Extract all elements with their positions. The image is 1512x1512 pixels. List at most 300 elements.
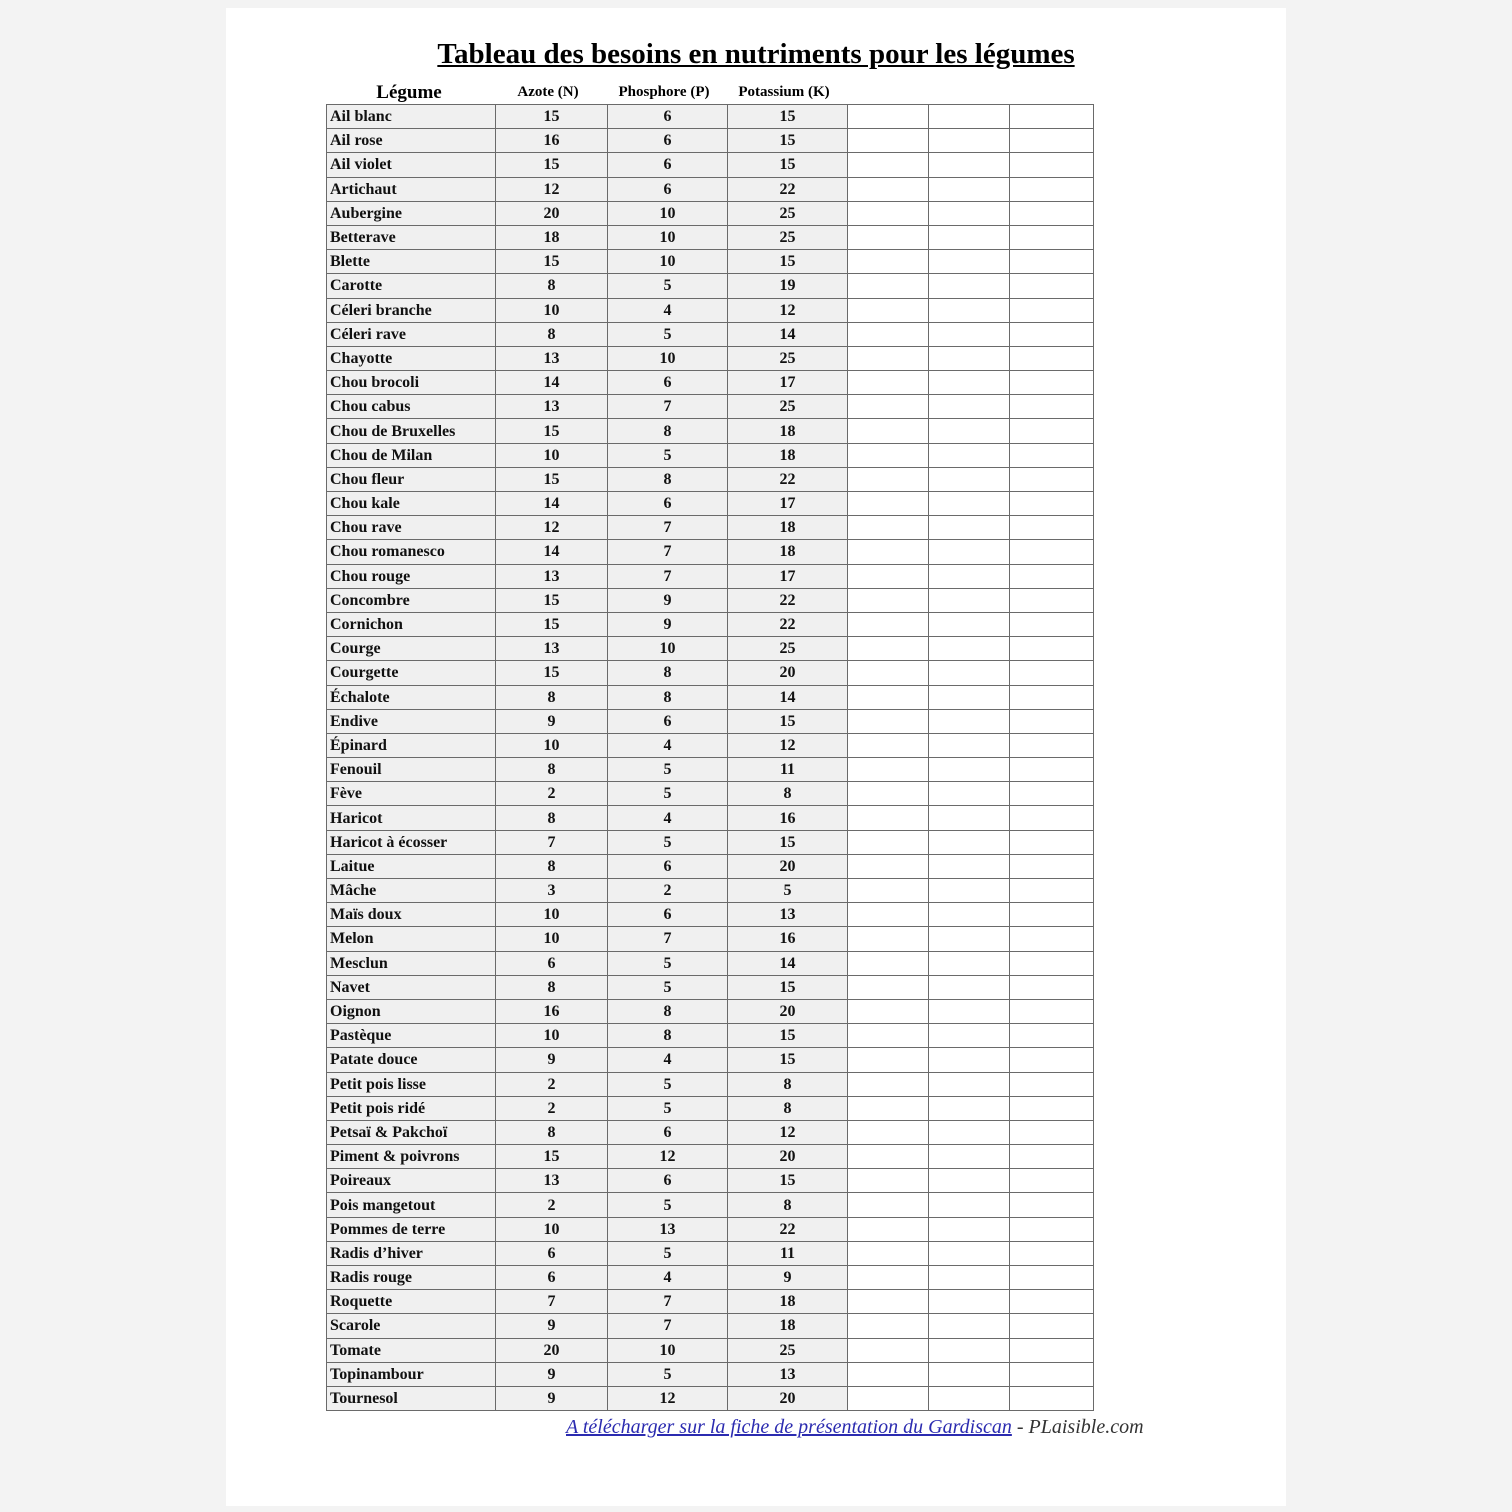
cell-azote: 8 (496, 975, 608, 999)
cell-empty (929, 879, 1010, 903)
table-row (327, 1386, 1094, 1410)
cell-empty (848, 467, 929, 491)
cell-potassium: 15 (728, 1024, 848, 1048)
cell-azote: 18 (496, 225, 608, 249)
cell-potassium: 15 (728, 1169, 848, 1193)
table-row (327, 225, 1094, 249)
cell-empty (848, 927, 929, 951)
table-row (327, 1169, 1094, 1193)
cell-empty (1010, 129, 1094, 153)
cell-legume: Mâche (327, 879, 496, 903)
cell-azote: 16 (496, 999, 608, 1023)
cell-empty (1010, 540, 1094, 564)
cell-legume: Mesclun (327, 951, 496, 975)
cell-azote: 13 (496, 637, 608, 661)
cell-potassium: 20 (728, 999, 848, 1023)
cell-potassium: 25 (728, 637, 848, 661)
cell-empty (929, 1362, 1010, 1386)
cell-empty (848, 1096, 929, 1120)
footer-separator: - (1011, 1416, 1029, 1438)
cell-empty (1010, 588, 1094, 612)
cell-empty (848, 153, 929, 177)
cell-empty (1010, 1217, 1094, 1241)
footer (566, 1416, 1144, 1439)
cell-azote: 14 (496, 540, 608, 564)
cell-azote: 8 (496, 685, 608, 709)
cell-empty (848, 540, 929, 564)
cell-empty (929, 250, 1010, 274)
table-row (327, 1072, 1094, 1096)
cell-legume: Chou brocoli (327, 371, 496, 395)
cell-empty (929, 201, 1010, 225)
cell-phosphore: 10 (608, 250, 728, 274)
cell-azote: 6 (496, 1241, 608, 1265)
cell-azote: 15 (496, 588, 608, 612)
table-row (327, 443, 1094, 467)
cell-legume: Céleri branche (327, 298, 496, 322)
cell-potassium: 18 (728, 443, 848, 467)
cell-azote: 8 (496, 854, 608, 878)
cell-empty (1010, 903, 1094, 927)
cell-potassium: 14 (728, 685, 848, 709)
cell-potassium: 8 (728, 1072, 848, 1096)
cell-potassium: 15 (728, 1048, 848, 1072)
cell-potassium: 18 (728, 516, 848, 540)
cell-potassium: 16 (728, 927, 848, 951)
cell-empty (1010, 1024, 1094, 1048)
cell-empty (1010, 1048, 1094, 1072)
cell-empty (848, 999, 929, 1023)
cell-phosphore: 4 (608, 298, 728, 322)
cell-azote: 15 (496, 661, 608, 685)
cell-azote: 14 (496, 371, 608, 395)
cell-empty (929, 346, 1010, 370)
cell-empty (848, 274, 929, 298)
table-row (327, 322, 1094, 346)
cell-potassium: 20 (728, 1386, 848, 1410)
cell-legume: Chou rave (327, 516, 496, 540)
table-row (327, 709, 1094, 733)
cell-potassium: 18 (728, 540, 848, 564)
cell-empty (1010, 492, 1094, 516)
cell-phosphore: 5 (608, 322, 728, 346)
cell-phosphore: 5 (608, 1096, 728, 1120)
cell-phosphore: 5 (608, 443, 728, 467)
cell-potassium: 18 (728, 419, 848, 443)
cell-empty (848, 419, 929, 443)
table-row (327, 419, 1094, 443)
table-row (327, 830, 1094, 854)
table-row (327, 177, 1094, 201)
cell-empty (848, 564, 929, 588)
cell-potassium: 14 (728, 951, 848, 975)
cell-phosphore: 7 (608, 927, 728, 951)
cell-empty (1010, 346, 1094, 370)
cell-empty (848, 951, 929, 975)
cell-empty (929, 1266, 1010, 1290)
cell-empty (848, 1266, 929, 1290)
cell-empty (929, 322, 1010, 346)
cell-azote: 9 (496, 1314, 608, 1338)
cell-empty (1010, 806, 1094, 830)
cell-phosphore: 6 (608, 854, 728, 878)
table-row (327, 733, 1094, 757)
cell-empty (929, 1145, 1010, 1169)
cell-empty (1010, 1145, 1094, 1169)
cell-azote: 20 (496, 201, 608, 225)
cell-empty (1010, 467, 1094, 491)
cell-azote: 10 (496, 927, 608, 951)
cell-legume: Pois mangetout (327, 1193, 496, 1217)
cell-phosphore: 5 (608, 758, 728, 782)
cell-legume: Laitue (327, 854, 496, 878)
cell-phosphore: 10 (608, 225, 728, 249)
cell-empty (929, 975, 1010, 999)
cell-phosphore: 5 (608, 951, 728, 975)
cell-potassium: 16 (728, 806, 848, 830)
cell-empty (1010, 153, 1094, 177)
table-row (327, 1193, 1094, 1217)
cell-potassium: 22 (728, 612, 848, 636)
cell-potassium: 19 (728, 274, 848, 298)
cell-azote: 2 (496, 1193, 608, 1217)
cell-legume: Carotte (327, 274, 496, 298)
cell-legume: Échalote (327, 685, 496, 709)
cell-legume: Chou cabus (327, 395, 496, 419)
cell-empty (929, 612, 1010, 636)
cell-legume: Radis d’hiver (327, 1241, 496, 1265)
download-link[interactable]: A télécharger sur la fiche de présentation du Gardiscan (566, 1416, 1012, 1438)
cell-empty (848, 516, 929, 540)
cell-empty (929, 1241, 1010, 1265)
cell-legume: Oignon (327, 999, 496, 1023)
cell-azote: 13 (496, 346, 608, 370)
table-row (327, 1290, 1094, 1314)
cell-phosphore: 6 (608, 1120, 728, 1144)
cell-empty (848, 1338, 929, 1362)
cell-azote: 13 (496, 564, 608, 588)
table-row (327, 564, 1094, 588)
cell-empty (1010, 927, 1094, 951)
table-row (327, 806, 1094, 830)
cell-phosphore: 8 (608, 685, 728, 709)
table-row (327, 1314, 1094, 1338)
cell-legume: Petit pois lisse (327, 1072, 496, 1096)
table-row (327, 612, 1094, 636)
cell-legume: Navet (327, 975, 496, 999)
cell-empty (929, 830, 1010, 854)
cell-azote: 10 (496, 733, 608, 757)
table-row (327, 346, 1094, 370)
table-row (327, 999, 1094, 1023)
cell-empty (848, 105, 929, 129)
cell-empty (929, 177, 1010, 201)
cell-empty (929, 540, 1010, 564)
cell-empty (929, 637, 1010, 661)
cell-empty (929, 1338, 1010, 1362)
cell-azote: 13 (496, 395, 608, 419)
cell-phosphore: 6 (608, 903, 728, 927)
cell-potassium: 9 (728, 1266, 848, 1290)
cell-legume: Cornichon (327, 612, 496, 636)
cell-potassium: 15 (728, 129, 848, 153)
cell-azote: 8 (496, 758, 608, 782)
cell-empty (848, 1193, 929, 1217)
cell-potassium: 12 (728, 733, 848, 757)
cell-empty (929, 129, 1010, 153)
cell-empty (1010, 854, 1094, 878)
cell-empty (848, 225, 929, 249)
cell-phosphore: 4 (608, 1048, 728, 1072)
cell-potassium: 12 (728, 298, 848, 322)
cell-empty (929, 1072, 1010, 1096)
cell-potassium: 17 (728, 564, 848, 588)
cell-empty (1010, 201, 1094, 225)
table-row (327, 395, 1094, 419)
cell-empty (848, 806, 929, 830)
cell-potassium: 22 (728, 467, 848, 491)
cell-legume: Endive (327, 709, 496, 733)
table-row (327, 588, 1094, 612)
cell-legume: Blette (327, 250, 496, 274)
cell-phosphore: 12 (608, 1145, 728, 1169)
cell-legume: Haricot (327, 806, 496, 830)
table-row (327, 1266, 1094, 1290)
cell-legume: Fève (327, 782, 496, 806)
table-row (327, 1048, 1094, 1072)
cell-potassium: 13 (728, 1362, 848, 1386)
cell-empty (1010, 395, 1094, 419)
cell-potassium: 15 (728, 153, 848, 177)
cell-empty (929, 709, 1010, 733)
cell-azote: 8 (496, 806, 608, 830)
cell-empty (1010, 105, 1094, 129)
cell-phosphore: 13 (608, 1217, 728, 1241)
cell-empty (929, 903, 1010, 927)
cell-legume: Chou rouge (327, 564, 496, 588)
cell-empty (929, 854, 1010, 878)
cell-potassium: 17 (728, 492, 848, 516)
table-row (327, 540, 1094, 564)
cell-empty (929, 419, 1010, 443)
cell-azote: 8 (496, 322, 608, 346)
cell-azote: 14 (496, 492, 608, 516)
cell-empty (929, 225, 1010, 249)
cell-empty (929, 564, 1010, 588)
cell-empty (1010, 685, 1094, 709)
cell-azote: 7 (496, 830, 608, 854)
cell-phosphore: 4 (608, 806, 728, 830)
cell-empty (848, 395, 929, 419)
cell-azote: 8 (496, 274, 608, 298)
cell-empty (1010, 1362, 1094, 1386)
cell-empty (929, 1024, 1010, 1048)
cell-empty (1010, 830, 1094, 854)
cell-legume: Melon (327, 927, 496, 951)
cell-empty (1010, 1193, 1094, 1217)
cell-azote: 10 (496, 1024, 608, 1048)
table-row (327, 250, 1094, 274)
cell-empty (848, 903, 929, 927)
table-row (327, 903, 1094, 927)
cell-empty (848, 709, 929, 733)
cell-empty (848, 1290, 929, 1314)
cell-empty (848, 201, 929, 225)
cell-legume: Fenouil (327, 758, 496, 782)
footer-site: PLaisible.com (1028, 1416, 1144, 1438)
table-row (327, 951, 1094, 975)
cell-legume: Petsaï & Pakchoï (327, 1120, 496, 1144)
cell-legume: Chou kale (327, 492, 496, 516)
cell-azote: 10 (496, 1217, 608, 1241)
cell-empty (848, 1024, 929, 1048)
cell-azote: 6 (496, 951, 608, 975)
cell-azote: 9 (496, 1386, 608, 1410)
cell-legume: Ail violet (327, 153, 496, 177)
cell-empty (848, 854, 929, 878)
cell-legume: Piment & poivrons (327, 1145, 496, 1169)
cell-empty (929, 274, 1010, 298)
cell-legume: Chou romanesco (327, 540, 496, 564)
cell-empty (1010, 419, 1094, 443)
cell-empty (929, 782, 1010, 806)
cell-empty (848, 1386, 929, 1410)
cell-potassium: 25 (728, 395, 848, 419)
cell-empty (848, 975, 929, 999)
cell-legume: Chou de Bruxelles (327, 419, 496, 443)
cell-empty (929, 588, 1010, 612)
cell-legume: Ail blanc (327, 105, 496, 129)
cell-phosphore: 5 (608, 274, 728, 298)
cell-phosphore: 8 (608, 661, 728, 685)
cell-phosphore: 10 (608, 1338, 728, 1362)
table-row (327, 661, 1094, 685)
cell-phosphore: 7 (608, 1314, 728, 1338)
cell-legume: Petit pois ridé (327, 1096, 496, 1120)
cell-empty (848, 177, 929, 201)
cell-phosphore: 7 (608, 1290, 728, 1314)
cell-phosphore: 8 (608, 999, 728, 1023)
cell-empty (1010, 999, 1094, 1023)
cell-empty (848, 1072, 929, 1096)
cell-empty (1010, 1338, 1094, 1362)
cell-phosphore: 6 (608, 177, 728, 201)
cell-potassium: 12 (728, 1120, 848, 1144)
cell-empty (848, 346, 929, 370)
cell-phosphore: 7 (608, 395, 728, 419)
table-row (327, 1096, 1094, 1120)
cell-azote: 12 (496, 177, 608, 201)
cell-legume: Poireaux (327, 1169, 496, 1193)
table-row (327, 1338, 1094, 1362)
cell-empty (848, 1145, 929, 1169)
cell-legume: Betterave (327, 225, 496, 249)
cell-empty (848, 612, 929, 636)
cell-potassium: 22 (728, 588, 848, 612)
cell-legume: Pastèque (327, 1024, 496, 1048)
cell-phosphore: 2 (608, 879, 728, 903)
cell-potassium: 20 (728, 661, 848, 685)
cell-phosphore: 6 (608, 153, 728, 177)
cell-legume: Aubergine (327, 201, 496, 225)
cell-phosphore: 7 (608, 564, 728, 588)
cell-empty (929, 492, 1010, 516)
cell-potassium: 13 (728, 903, 848, 927)
cell-empty (848, 1048, 929, 1072)
cell-empty (929, 516, 1010, 540)
cell-phosphore: 5 (608, 782, 728, 806)
cell-potassium: 15 (728, 709, 848, 733)
cell-phosphore: 7 (608, 516, 728, 540)
table-row (327, 637, 1094, 661)
cell-legume: Haricot à écosser (327, 830, 496, 854)
table-row (327, 492, 1094, 516)
cell-azote: 9 (496, 1362, 608, 1386)
cell-empty (848, 1362, 929, 1386)
cell-empty (1010, 733, 1094, 757)
cell-empty (929, 999, 1010, 1023)
cell-empty (1010, 1386, 1094, 1410)
cell-empty (929, 927, 1010, 951)
cell-empty (848, 1314, 929, 1338)
cell-empty (1010, 371, 1094, 395)
cell-legume: Concombre (327, 588, 496, 612)
cell-empty (1010, 1120, 1094, 1144)
cell-empty (848, 492, 929, 516)
cell-phosphore: 5 (608, 975, 728, 999)
table-row (327, 298, 1094, 322)
cell-potassium: 8 (728, 782, 848, 806)
table-row (327, 758, 1094, 782)
cell-empty (929, 1169, 1010, 1193)
cell-empty (1010, 612, 1094, 636)
cell-empty (929, 1217, 1010, 1241)
cell-phosphore: 5 (608, 1362, 728, 1386)
cell-empty (1010, 661, 1094, 685)
cell-legume: Radis rouge (327, 1266, 496, 1290)
cell-empty (929, 758, 1010, 782)
cell-empty (929, 733, 1010, 757)
cell-empty (1010, 951, 1094, 975)
table-row (327, 371, 1094, 395)
table-row (327, 975, 1094, 999)
cell-legume: Chayotte (327, 346, 496, 370)
cell-empty (929, 443, 1010, 467)
cell-empty (1010, 274, 1094, 298)
table-row (327, 1024, 1094, 1048)
cell-potassium: 25 (728, 225, 848, 249)
cell-azote: 15 (496, 153, 608, 177)
cell-empty (848, 782, 929, 806)
cell-potassium: 22 (728, 177, 848, 201)
cell-azote: 15 (496, 419, 608, 443)
cell-empty (848, 637, 929, 661)
cell-azote: 3 (496, 879, 608, 903)
table-row (327, 201, 1094, 225)
cell-empty (929, 951, 1010, 975)
cell-empty (1010, 1072, 1094, 1096)
cell-empty (848, 250, 929, 274)
header-potassium: Potassium (K) (738, 84, 830, 100)
cell-azote: 10 (496, 298, 608, 322)
header-phosphore: Phosphore (P) (618, 84, 710, 100)
cell-phosphore: 6 (608, 371, 728, 395)
cell-legume: Maïs doux (327, 903, 496, 927)
cell-empty (929, 153, 1010, 177)
cell-empty (929, 467, 1010, 491)
cell-empty (1010, 1314, 1094, 1338)
cell-potassium: 20 (728, 854, 848, 878)
